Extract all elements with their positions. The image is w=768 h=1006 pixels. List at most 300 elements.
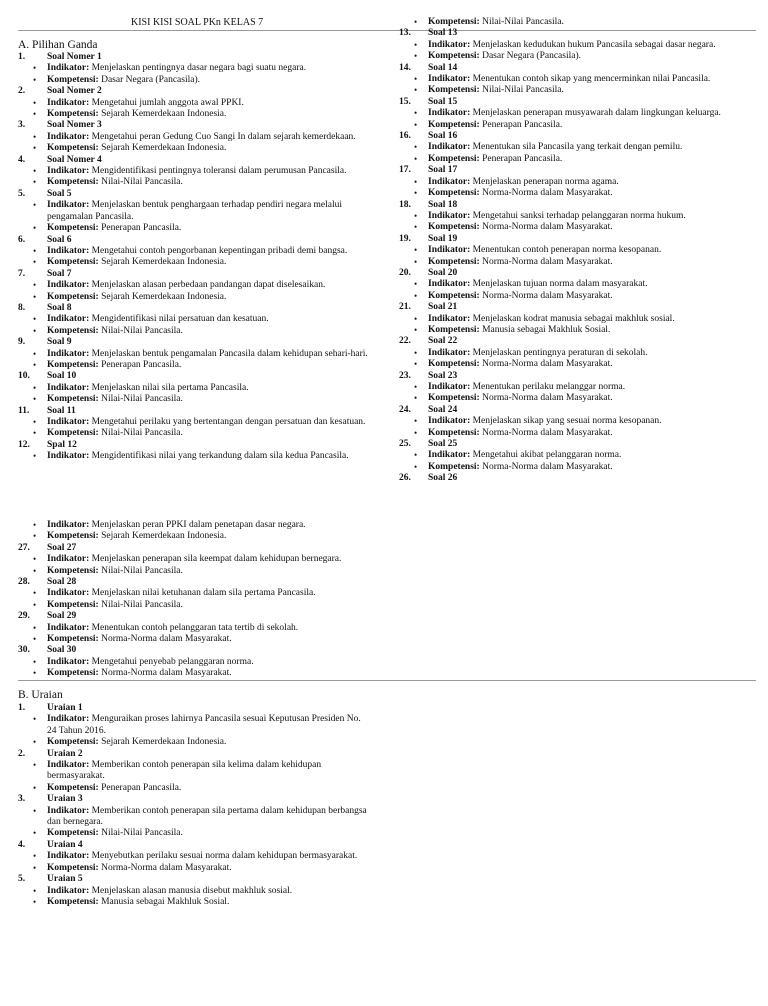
bullet-key: Indikator: xyxy=(428,313,471,324)
bullet-icon: • xyxy=(33,520,37,530)
bullet-key: Kompetensi: xyxy=(428,324,480,335)
bullet-item xyxy=(18,292,368,303)
bullet-icon: • xyxy=(33,782,37,793)
bullet-value: Mengetahui penyebab pelanggaran norma. xyxy=(91,656,254,667)
item-label: Soal 27 xyxy=(47,542,77,553)
item-number: 1. xyxy=(18,52,26,62)
bullet-item xyxy=(399,40,749,51)
bullet-item xyxy=(399,120,749,131)
list-item xyxy=(399,28,749,39)
bullet-key: Kompetensi: xyxy=(47,223,99,234)
bullet-key: Kompetensi: xyxy=(47,257,99,268)
bullet-item xyxy=(18,143,368,154)
document-title: KISI KISI SOAL PKn KELAS 7 xyxy=(131,17,264,28)
bullet-key: Indikator: xyxy=(47,63,90,74)
bullet-key: Indikator: xyxy=(47,382,90,393)
bullet-value: Norma-Norma dalam Masyarakat. xyxy=(482,393,613,404)
bullet-icon: • xyxy=(33,382,37,393)
bullet-icon: • xyxy=(33,291,37,302)
bullet-value: Menjelaskan alasan perbedaan pandangan dapat diselesaikan. xyxy=(91,280,326,291)
item-label: Soal 9 xyxy=(47,337,72,348)
item-label: Soal Nomer 2 xyxy=(47,86,102,97)
bullet-icon: • xyxy=(33,851,37,862)
bullet-value: Dasar Negara (Pancasila). xyxy=(101,74,200,85)
bullet-value: Menentukan contoh sikap yang mencerminkan nilai Pancasila. xyxy=(472,74,711,85)
bullet-value: Menjelaskan tujuan norma dalam masyarakat. xyxy=(472,279,648,290)
item-label: Soal 30 xyxy=(47,645,77,656)
bullet-value: Menjelaskan kedudukan hukum Pancasila sebagai dasar negara. xyxy=(472,39,716,50)
bullet-key: Kompetensi: xyxy=(428,359,480,370)
bullet-value: Norma-Norma dalam Masyarakat. xyxy=(101,862,232,873)
bullet-value: Menjelaskan nilai ketuhanan dalam sila pertama Pancasila. xyxy=(91,588,316,599)
item-number: 4. xyxy=(18,154,26,165)
item-number: 18. xyxy=(399,199,411,210)
bullet-key: Indikator: xyxy=(47,588,90,599)
bullet-key: Indikator: xyxy=(428,450,471,461)
item-number: 11. xyxy=(18,405,30,416)
bullet-value: Mengetahui peran Gedung Cuo Sangi In dalam sejarah kemerdekaan. xyxy=(91,131,356,142)
bullet-value: Sejarah Kemerdekaan Indonesia. xyxy=(101,291,227,302)
bullet-item xyxy=(399,393,749,404)
bullet-value: Sejarah Kemerdekaan Indonesia. xyxy=(101,109,227,120)
item-label: Soal 23 xyxy=(428,370,458,381)
bullet-icon: • xyxy=(33,143,37,154)
bullet-item xyxy=(18,63,368,74)
item-number: 5. xyxy=(18,188,26,199)
bullet-value: Memberikan contoh penerapan sila kelima dalam kehidupan bermasyarakat. xyxy=(47,760,322,782)
bullet-value: Penerapan Pancasila. xyxy=(482,153,563,164)
section-b-column-1 xyxy=(18,703,368,908)
bullet-value: Nilai-Nilai Pancasila. xyxy=(101,428,183,439)
bullet-key: Kompetensi: xyxy=(47,325,99,336)
bullet-item xyxy=(18,394,368,405)
bullet-icon: • xyxy=(33,74,37,85)
bullet-item xyxy=(399,17,749,28)
item-number: 28. xyxy=(18,577,30,588)
bullet-icon: • xyxy=(33,63,37,74)
bullet-key: Indikator: xyxy=(47,280,90,291)
bullet-icon: • xyxy=(414,176,418,187)
bullet-key: Indikator: xyxy=(428,416,471,427)
bullet-item xyxy=(18,851,368,862)
bullet-key: Kompetensi: xyxy=(428,222,480,233)
bullet-value: Menentukan contoh penerapan norma kesopanan. xyxy=(472,245,662,256)
item-number: 7. xyxy=(18,268,26,279)
bullet-key: Indikator: xyxy=(47,166,90,177)
item-label: Soal 19 xyxy=(428,233,458,244)
bullet-item xyxy=(18,326,368,337)
bullet-item xyxy=(18,760,368,783)
bullet-icon: • xyxy=(414,74,418,85)
bullet-icon: • xyxy=(414,142,418,153)
bullet-key: Kompetensi: xyxy=(47,737,99,748)
bullet-icon: • xyxy=(33,737,37,748)
bullet-value: Menjelaskan pentingnya peraturan di sekolah. xyxy=(472,347,648,358)
bullet-item xyxy=(18,737,368,748)
bullet-icon: • xyxy=(33,280,37,291)
bullet-key: Indikator: xyxy=(428,279,471,290)
bullet-value: Penerapan Pancasila. xyxy=(101,359,182,370)
bullet-item xyxy=(399,382,749,393)
list-item xyxy=(18,235,368,246)
item-label: Uraian 2 xyxy=(47,748,83,759)
bullet-item xyxy=(18,166,368,177)
bullet-icon: • xyxy=(33,325,37,336)
bullet-key: Indikator: xyxy=(47,451,90,462)
bullet-item xyxy=(399,325,749,336)
bullet-icon: • xyxy=(33,828,37,839)
bullet-icon: • xyxy=(414,51,418,62)
list-item xyxy=(399,336,749,347)
bullet-key: Indikator: xyxy=(47,314,90,325)
bullet-value: Nilai-Nilai Pancasila. xyxy=(101,599,183,610)
list-item xyxy=(18,371,368,382)
bullet-key: Indikator: xyxy=(428,245,471,256)
bullet-icon: • xyxy=(33,588,37,599)
bullet-item xyxy=(18,783,368,794)
bullet-value: Nilai-Nilai Pancasila. xyxy=(482,17,564,27)
bullet-item xyxy=(18,177,368,188)
list-item xyxy=(399,405,749,416)
item-number: 23. xyxy=(399,370,411,381)
bullet-item xyxy=(18,634,368,645)
bullet-key: Indikator: xyxy=(428,210,471,221)
bullet-key: Kompetensi: xyxy=(428,17,480,27)
bullet-value: Norma-Norma dalam Masyarakat. xyxy=(101,668,232,679)
section-a-column-3 xyxy=(18,520,368,680)
bullet-icon: • xyxy=(414,393,418,404)
bullet-value: Nilai-Nilai Pancasila. xyxy=(101,325,183,336)
bullet-item xyxy=(18,657,368,668)
section-b-heading: B. Uraian xyxy=(18,689,63,701)
item-number: 22. xyxy=(399,336,411,347)
item-label: Soal 22 xyxy=(428,336,458,347)
item-label: Soal 26 xyxy=(428,473,458,484)
bullet-key: Indikator: xyxy=(47,622,90,633)
bullet-item xyxy=(399,211,749,222)
bullet-icon: • xyxy=(33,257,37,268)
item-label: Soal 13 xyxy=(428,28,458,39)
list-item xyxy=(399,268,749,279)
bullet-value: Nilai-Nilai Pancasila. xyxy=(482,85,564,96)
bullet-icon: • xyxy=(414,324,418,335)
list-item xyxy=(18,337,368,348)
bullet-icon: • xyxy=(414,153,418,164)
bullet-key: Kompetensi: xyxy=(47,896,99,907)
item-label: Soal 18 xyxy=(428,199,458,210)
bullet-key: Indikator: xyxy=(47,885,90,896)
bullet-key: Indikator: xyxy=(428,108,471,119)
item-label: Uraian 4 xyxy=(47,839,83,850)
item-label: Uraian 3 xyxy=(47,794,83,805)
bullet-value: Nilai-Nilai Pancasila. xyxy=(101,394,183,405)
bullet-icon: • xyxy=(33,166,37,177)
bullet-value: Sejarah Kemerdekaan Indonesia. xyxy=(101,737,227,748)
list-item xyxy=(399,439,749,450)
bullet-icon: • xyxy=(33,131,37,142)
bullet-value: Menjelaskan pentingnya dasar negara bagi suatu negara. xyxy=(91,63,307,74)
item-number: 21. xyxy=(399,302,411,313)
bullet-icon: • xyxy=(414,39,418,50)
item-number: 6. xyxy=(18,234,26,245)
bullet-value: Norma-Norma dalam Masyarakat. xyxy=(101,634,232,645)
bullet-key: Indikator: xyxy=(428,176,471,187)
bullet-value: Memberikan contoh penerapan sila pertama dalam kehidupan berbangsa dan bernegara. xyxy=(47,805,367,828)
list-item xyxy=(18,645,368,656)
bullet-key: Indikator: xyxy=(47,245,90,256)
bullet-item xyxy=(399,85,749,96)
bullet-icon: • xyxy=(33,565,37,576)
bullet-key: Kompetensi: xyxy=(47,668,99,679)
bullet-item xyxy=(399,348,749,359)
bullet-key: Indikator: xyxy=(47,851,90,862)
bullet-key: Kompetensi: xyxy=(47,177,99,188)
bullet-item xyxy=(399,428,749,439)
list-item xyxy=(18,155,368,166)
bullet-key: Indikator: xyxy=(428,347,471,358)
bullet-item xyxy=(18,531,368,542)
bullet-key: Kompetensi: xyxy=(428,85,480,96)
bullet-key: Kompetensi: xyxy=(428,290,480,301)
bullet-icon: • xyxy=(33,885,37,896)
bullet-item xyxy=(399,74,749,85)
bullet-value: Dasar Negara (Pancasila). xyxy=(482,51,581,62)
bullet-key: Indikator: xyxy=(428,39,471,50)
bullet-icon: • xyxy=(414,256,418,267)
item-label: Soal Nomer 4 xyxy=(47,154,102,165)
bullet-icon: • xyxy=(33,109,37,120)
bullet-key: Kompetensi: xyxy=(47,109,99,120)
bullet-key: Kompetensi: xyxy=(428,51,480,62)
bullet-key: Indikator: xyxy=(47,714,90,725)
bullet-item xyxy=(399,222,749,233)
bullet-key: Indikator: xyxy=(47,131,90,142)
bullet-value: Penerapan Pancasila. xyxy=(482,119,563,130)
bullet-value: Menyebutkan perilaku sesuai norma dalam kehidupan bermasyarakat. xyxy=(91,851,358,862)
bullet-item xyxy=(18,246,368,257)
list-item xyxy=(18,703,368,714)
bullet-value: Nilai-Nilai Pancasila. xyxy=(101,565,183,576)
list-item xyxy=(18,52,368,63)
bullet-value: Menentukan contoh pelanggaran tata tertib di sekolah. xyxy=(91,622,299,633)
bullet-value: Menjelaskan penerapan sila keempat dalam kehidupan bernegara. xyxy=(91,554,342,565)
bullet-icon: • xyxy=(414,245,418,256)
item-number: 13. xyxy=(399,28,411,39)
item-label: Soal 8 xyxy=(47,302,72,313)
bullet-item xyxy=(18,417,368,428)
bullet-value: Norma-Norma dalam Masyarakat. xyxy=(482,359,613,370)
item-number: 8. xyxy=(18,302,26,313)
bullet-value: Manusia sebagai Makhluk Sosial. xyxy=(101,896,230,907)
bullet-item xyxy=(399,279,749,290)
item-label: Soal 29 xyxy=(47,611,77,622)
item-label: Soal 17 xyxy=(428,165,458,176)
bullet-icon: • xyxy=(33,451,37,462)
item-number: 29. xyxy=(18,611,30,622)
bullet-icon: • xyxy=(414,188,418,199)
bullet-item xyxy=(399,359,749,370)
bullet-item xyxy=(399,450,749,461)
list-item xyxy=(18,86,368,97)
item-label: Soal 16 xyxy=(428,131,458,142)
bullet-key: Indikator: xyxy=(428,142,471,153)
bullet-icon: • xyxy=(33,760,37,771)
bullet-item xyxy=(399,245,749,256)
bullet-key: Indikator: xyxy=(428,74,471,85)
item-label: Soal 24 xyxy=(428,404,458,415)
item-label: Soal Nomer 3 xyxy=(47,120,102,131)
list-item xyxy=(399,63,749,74)
bullet-value: Penerapan Pancasila. xyxy=(101,223,182,234)
list-item xyxy=(18,120,368,131)
bullet-icon: • xyxy=(33,634,37,645)
bullet-value: Mengetahui contoh pengorbanan kepentingan pribadi demi bangsa. xyxy=(91,245,348,256)
bullet-value: Sejarah Kemerdekaan Indonesia. xyxy=(101,143,227,154)
bullet-key: Kompetensi: xyxy=(428,461,480,472)
list-item xyxy=(18,874,368,885)
bullet-icon: • xyxy=(414,108,418,119)
bullet-icon: • xyxy=(414,222,418,233)
bullet-item xyxy=(18,280,368,291)
item-number: 14. xyxy=(399,62,411,73)
bullet-key: Kompetensi: xyxy=(47,862,99,873)
item-number: 15. xyxy=(399,96,411,107)
bullet-icon: • xyxy=(33,656,37,667)
item-number: 27. xyxy=(18,542,30,553)
item-label: Soal 10 xyxy=(47,371,77,382)
list-item xyxy=(18,543,368,554)
list-item xyxy=(18,794,368,805)
bullet-key: Kompetensi: xyxy=(47,531,99,542)
bullet-icon: • xyxy=(414,85,418,96)
bullet-icon: • xyxy=(33,177,37,188)
bullet-value: Nilai-Nilai Pancasila. xyxy=(101,177,183,188)
bullet-value: Mengidentifikasi nilai persatuan dan kesatuan. xyxy=(91,314,269,325)
bullet-icon: • xyxy=(414,279,418,290)
list-item xyxy=(399,473,749,484)
bullet-icon: • xyxy=(414,210,418,221)
section-a-heading: A. Pilihan Ganda xyxy=(18,39,98,51)
bullet-value: Norma-Norma dalam Masyarakat. xyxy=(482,256,613,267)
item-label: Soal 6 xyxy=(47,234,72,245)
bullet-icon: • xyxy=(33,314,37,325)
bullet-value: Mengetahui akibat pelanggaran norma. xyxy=(472,450,622,461)
item-label: Soal Nomer 1 xyxy=(47,52,102,62)
item-number: 19. xyxy=(399,233,411,244)
list-item xyxy=(399,131,749,142)
bullet-item xyxy=(18,714,368,737)
bullet-icon: • xyxy=(33,622,37,633)
bullet-key: Indikator: xyxy=(47,417,90,427)
bullet-item xyxy=(18,806,368,829)
bullet-icon: • xyxy=(33,394,37,405)
bullet-item xyxy=(18,886,368,897)
bullet-icon: • xyxy=(33,668,37,679)
bullet-key: Indikator: xyxy=(47,200,90,211)
item-label: Soal 5 xyxy=(47,188,72,199)
bullet-icon: • xyxy=(33,348,37,359)
bullet-value: Penerapan Pancasila. xyxy=(101,782,182,793)
bullet-item xyxy=(18,257,368,268)
item-label: Uraian 5 xyxy=(47,874,83,885)
bullet-icon: • xyxy=(33,200,37,211)
bullet-item xyxy=(399,314,749,325)
bullet-icon: • xyxy=(33,599,37,610)
bullet-value: Menjelaskan penerapan norma agama. xyxy=(472,176,619,187)
bullet-value: Norma-Norma dalam Masyarakat. xyxy=(482,290,613,301)
bullet-item xyxy=(18,200,368,223)
bullet-value: Norma-Norma dalam Masyarakat. xyxy=(482,222,613,233)
item-label: Soal 20 xyxy=(428,267,458,278)
bullet-value: Menjelaskan peran PPKI dalam penetapan dasar negara. xyxy=(91,520,306,530)
bullet-item xyxy=(399,154,749,165)
bullet-item xyxy=(399,108,749,119)
item-label: Spal 12 xyxy=(47,439,77,450)
bullet-icon: • xyxy=(414,17,418,27)
bullet-item xyxy=(18,223,368,234)
bullet-key: Kompetensi: xyxy=(47,782,99,793)
bullet-item xyxy=(18,668,368,679)
bullet-icon: • xyxy=(33,554,37,565)
bullet-key: Indikator: xyxy=(47,656,90,667)
bullet-item xyxy=(399,462,749,473)
item-label: Soal 11 xyxy=(47,405,76,416)
bullet-icon: • xyxy=(33,359,37,370)
bullet-item xyxy=(399,257,749,268)
item-label: Soal 14 xyxy=(428,62,458,73)
item-label: Soal 25 xyxy=(428,439,458,450)
bullet-key: Kompetensi: xyxy=(47,394,99,405)
bullet-icon: • xyxy=(414,461,418,472)
list-item xyxy=(18,611,368,622)
bullet-icon: • xyxy=(414,313,418,324)
bullet-icon: • xyxy=(414,347,418,358)
list-item xyxy=(399,371,749,382)
item-number: 25. xyxy=(399,439,411,450)
bullet-icon: • xyxy=(33,428,37,439)
bullet-item xyxy=(18,360,368,371)
bullet-key: Kompetensi: xyxy=(428,393,480,404)
bullet-value: Menjelaskan penerapan musyawarah dalam lingkungan keluarga. xyxy=(472,108,721,119)
list-item xyxy=(18,840,368,851)
item-number: 30. xyxy=(18,645,30,656)
bullet-item xyxy=(18,314,368,325)
bullet-value: Mengetahui jumlah anggota awal PPKI. xyxy=(91,97,244,108)
item-number: 4. xyxy=(18,839,26,850)
bullet-item xyxy=(399,188,749,199)
bullet-key: Kompetensi: xyxy=(428,256,480,267)
bullet-value: Mengetahui perilaku yang bertentangan dengan persatuan dan kesatuan. xyxy=(91,417,366,427)
bullet-key: Indikator: xyxy=(47,760,90,771)
bullet-key: Kompetensi: xyxy=(428,188,480,199)
bullet-key: Kompetensi: xyxy=(47,74,99,85)
bullet-item xyxy=(399,291,749,302)
section-divider xyxy=(18,680,756,681)
bullet-item xyxy=(18,863,368,874)
bullet-item xyxy=(18,520,368,531)
item-label: Uraian 1 xyxy=(47,703,83,713)
bullet-icon: • xyxy=(414,359,418,370)
bullet-key: Indikator: xyxy=(47,805,90,816)
item-label: Soal 21 xyxy=(428,302,458,313)
bullet-item xyxy=(18,98,368,109)
list-item xyxy=(399,200,749,211)
bullet-item xyxy=(18,588,368,599)
bullet-value: Norma-Norma dalam Masyarakat. xyxy=(482,427,613,438)
item-number: 1. xyxy=(18,703,26,713)
section-a-column-2 xyxy=(399,17,749,485)
bullet-item xyxy=(18,428,368,439)
